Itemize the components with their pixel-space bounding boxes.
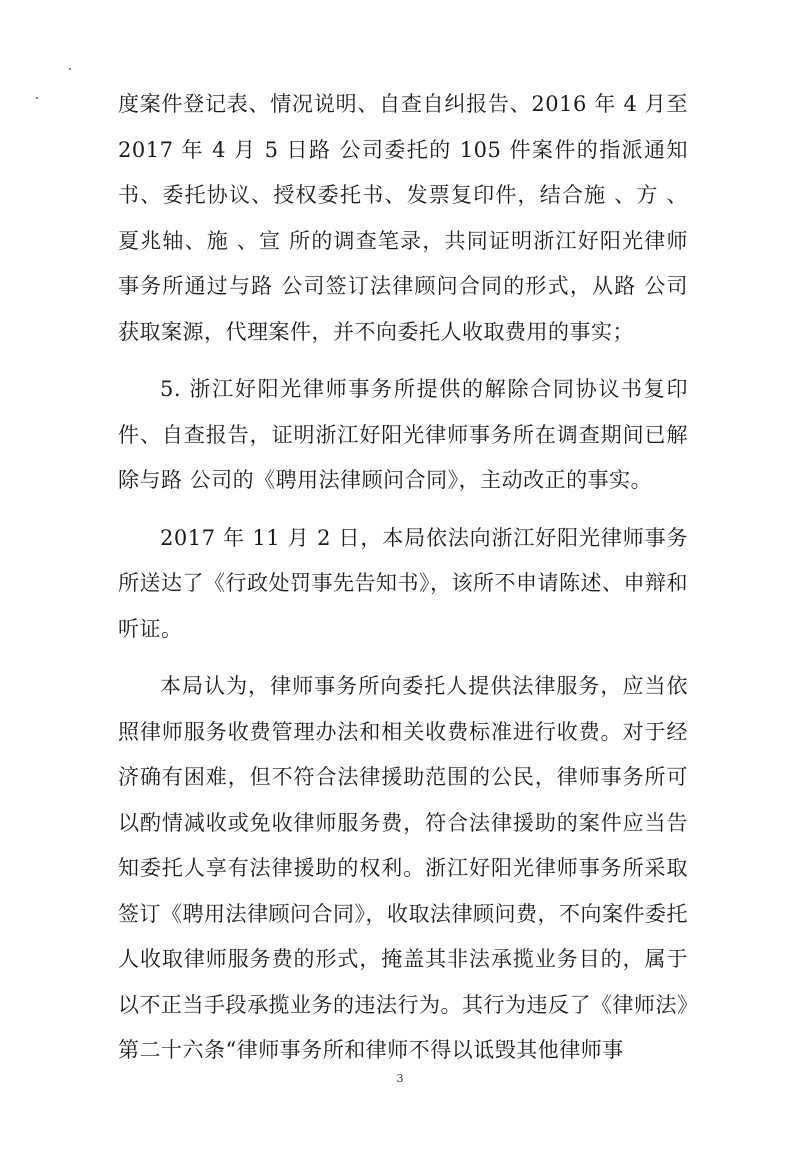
scan-speck bbox=[36, 97, 38, 99]
paragraph-bureau-opinion: 本局认为，律师事务所向委托人提供法律服务，应当依照律师服务收费管理办法和相关收费标准进行收费。对于经济确有困难，但不符合法律援助范围的公民，律师事务所可以酌情减收或免收律师服务费，符合法律援助的案件应当告知委托人享有法律援助的权利。浙江好阳光律师事务所采取签订《聘用法律顾问合同》，收取法律顾问费，不向案件委托人收取律师服务费的形式，掩盖其非法承揽业务目的，属于以不正当手段承揽业务的违法行为。其行为违反了《律师法》第二十六条“律师事务所和律师不得以诋毁其他律师事 bbox=[118, 674, 688, 1062]
scan-speck bbox=[69, 68, 71, 70]
page-number: 3 bbox=[396, 1072, 404, 1085]
paragraph-evidence-5: 5. 浙江好阳光律师事务所提供的解除合同协议书复印件、自查报告，证明浙江好阳光律师事务所在调查期间已解除与路 公司的《聘用法律顾问合同》，主动改正的事实。 bbox=[118, 377, 688, 492]
body-text bbox=[118, 82, 688, 1074]
paragraph-evidence-4-continued: 度案件登记表、情况说明、自查自纠报告、2016 年 4 月至 2017 年 4 月 5 日路 公司委托的 105 件案件的指派通知书、委托协议、授权委托书、发票复印件，结合施 、方 、夏兆轴、施 、宣 所的调查笔录，共同证明浙江好阳光律师事务所通过与路 公司签订法律顾问合同的形式，从路 公司获取案源，代理案件，并不向委托人收取费用的事实； bbox=[118, 92, 688, 344]
paragraph-notice-served: 2017 年 11 月 2 日，本局依法向浙江好阳光律师事务所送达了《行政处罚事先告知书》，该所不申请陈述、申辩和听证。 bbox=[118, 525, 688, 641]
